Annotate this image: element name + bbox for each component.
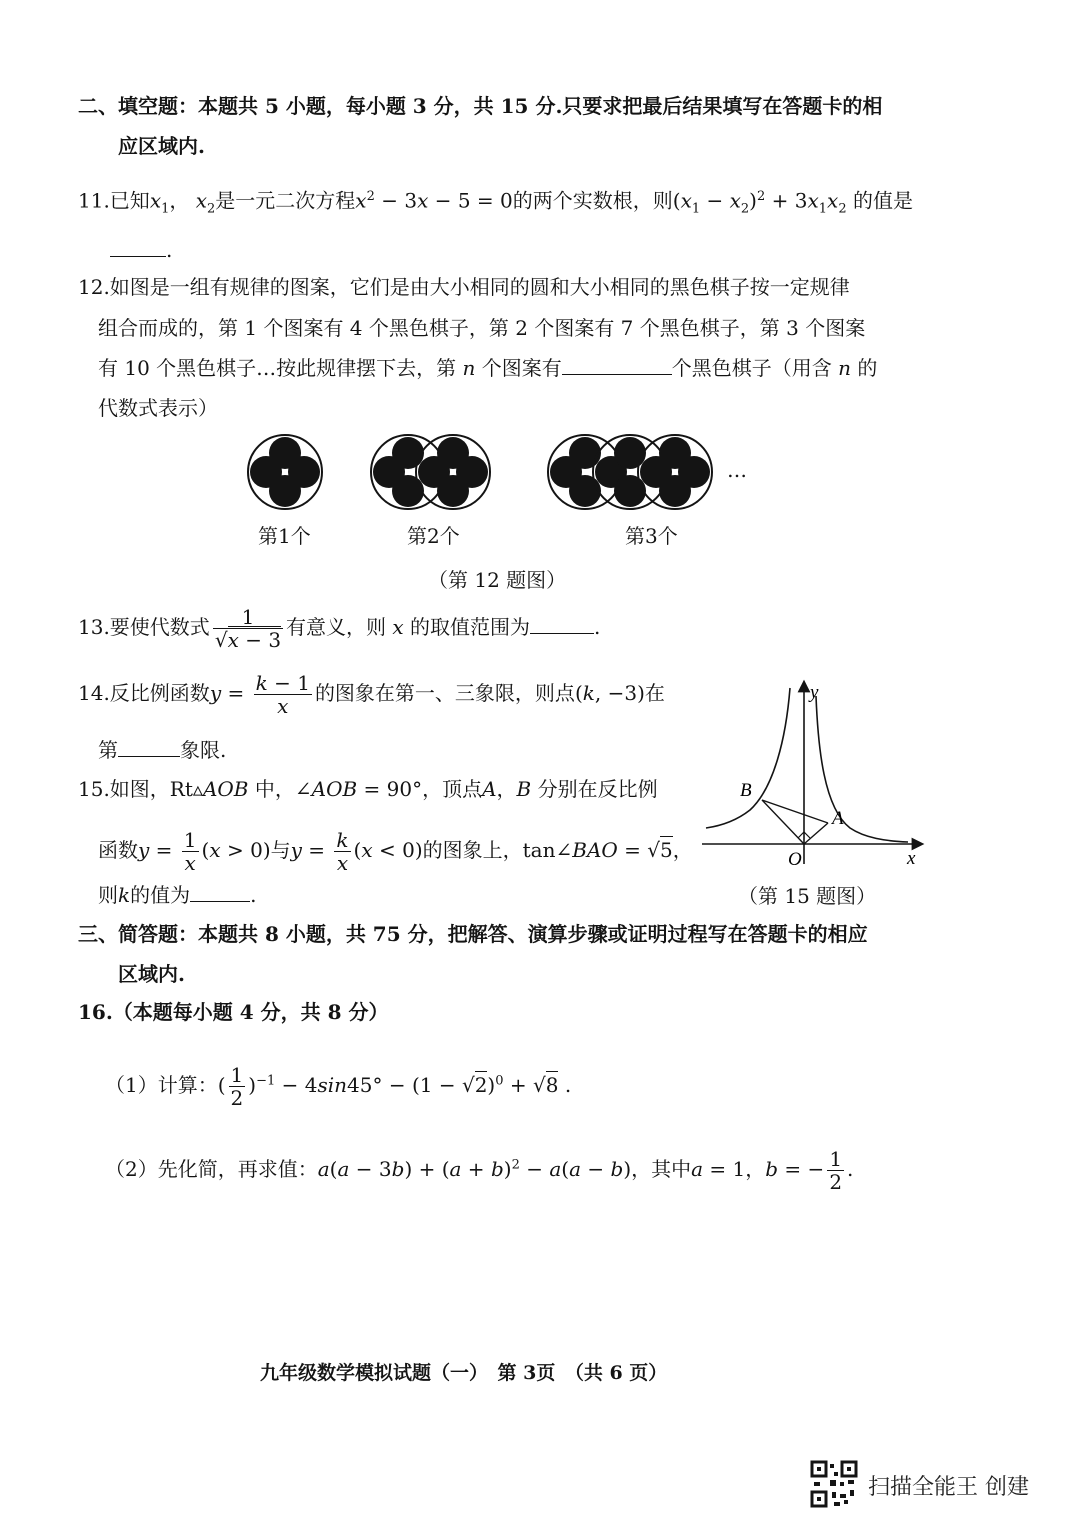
pattern-2 (371, 435, 490, 509)
q14-line2 (98, 736, 226, 764)
q15-figure (700, 678, 930, 868)
question-13: 13.要使代数式 $\frac{1}{√x - 3}$ 有意义，则 x 的取值范围为 . (78, 605, 601, 652)
q11-prefix: 11.已知 (78, 188, 150, 213)
q16-part1: （1）计算：( $\frac{1}{2}$ )$^{-1} - 4\sin 45^\circ - (1 - √2)^0 + √8$ . (105, 1063, 572, 1110)
q14-line2b: 象限. (180, 738, 227, 762)
q16-part2: （2）先化简，再求值：$a(a - 3b) + (a + b)^2 - a(a - b)$，其中a = 1，b = − $\frac{1}{2}$ . (105, 1147, 854, 1194)
q12-line3a: 有 10 个黑色棋子…按此规律摆下去，第 (98, 356, 457, 380)
q15-end: . (250, 883, 257, 907)
page-footer: 九年级数学模拟试题（一） 第 3页 （共 6 页） (260, 1362, 668, 1384)
section-2-title: 二、填空题：本题共 5 小题，每小题 3 分，共 15 分.只要求把最后结果填写在答题卡的相 (78, 94, 883, 118)
q15-line2: 函数y = $\frac{1}{x}$ (x > 0)与y = $\frac{k}{x}$ (x < 0)的图象上，tan∠BAO = √5， (98, 828, 693, 875)
q11-answer-blank (110, 236, 166, 257)
q12-label-2: 第2个 (407, 524, 460, 548)
q12-line3c: 个黑色棋子（用含 (671, 356, 832, 380)
q13-prefix: 13.要使代数式 (78, 615, 210, 639)
q14-line2a: 第 (98, 738, 118, 762)
q12-line2: 组合而成的，第 1 个图案有 4 个黑色棋子，第 2 个图案有 7 个黑色棋子，第 3 个图案 (98, 316, 866, 340)
qr-code-icon (810, 1460, 858, 1508)
q11-mid2: 的两个实数根，则 (512, 188, 673, 213)
q12-answer-blank (562, 354, 672, 375)
q15-line3b: 的值为 (130, 883, 191, 907)
q11-end: . (166, 238, 173, 262)
q15-line2a: 函数 (98, 838, 138, 862)
q14-prefix: 14.反比例函数 (78, 681, 210, 705)
curve-right (816, 696, 908, 842)
q11-answer-line (110, 236, 172, 264)
label-x: x (907, 848, 916, 868)
q12-line3b: 个图案有 (481, 356, 562, 380)
q12-line4: 代数式表示） (98, 396, 218, 420)
q14-suffix: 在 (644, 681, 665, 705)
q15-line1b: 中， (254, 777, 295, 801)
q16-part2-label: （2）先化简，再求值： (105, 1157, 318, 1181)
q14-mid: 的图象在第一、三象限，则点 (314, 681, 575, 705)
q16-title: 16.（本题每小题 4 分，共 8 分） (78, 1000, 389, 1024)
label-B: B (740, 780, 752, 801)
q11-suffix: 的值是 (852, 188, 913, 213)
q11-mid1: 是一元二次方程 (215, 188, 356, 213)
label-O: O (788, 849, 802, 868)
label-A: A (832, 808, 844, 829)
q15-line1: 15.如图，Rt▵AOB 中，∠AOB = 90°，顶点A，B 分别在反比例 (78, 777, 658, 801)
q13-answer-blank (530, 613, 594, 634)
label-y: y (810, 682, 819, 703)
q12-line3: 有 10 个黑色棋子…按此规律摆下去，第 n 个图案有 个黑色棋子（用含 n 的 (98, 356, 878, 380)
q15-line3a: 则 (98, 883, 118, 907)
q13-end: . (594, 615, 601, 639)
q12-label-1: 第1个 (258, 524, 311, 548)
segment-OA (804, 823, 828, 844)
q15-line1a: 15.如图，Rt (78, 777, 193, 801)
q16-part2-where: ，其中 (631, 1157, 692, 1181)
q15-line2c: 的图象上， (422, 838, 523, 862)
q12-caption: （第 12 题图） (428, 568, 567, 592)
pattern-3 (548, 435, 712, 509)
curve-left (706, 688, 790, 828)
q12-figure (240, 432, 760, 512)
q14-answer-blank (118, 736, 180, 757)
q15-caption: （第 15 题图） (738, 884, 877, 908)
pattern-1 (248, 435, 322, 509)
section-2-title-cont: 应区域内. (118, 134, 205, 158)
q12-line1: 12.如图是一组有规律的图案，它们是由大小相同的圆和大小相同的黑色棋子按一定规律 (78, 275, 850, 299)
q13-mid: 有意义，则 (286, 615, 387, 639)
q12-line3d: 的 (857, 356, 878, 380)
section-3-title: 三、简答题：本题共 8 小题，共 75 分，把解答、演算步骤或证明过程写在答题卡的相应 (78, 922, 868, 946)
q12-ellipsis: … (727, 458, 747, 482)
q13-suffix: 的取值范围为 (410, 615, 531, 639)
watermark-text: 扫描全能王 创建 (868, 1475, 1029, 1500)
segment-AB (762, 800, 828, 823)
question-14: 14.反比例函数y = $\frac{k - 1}{x}$ 的图象在第一、三象限，则点(k, −3)在 (78, 671, 665, 718)
section-3-title-cont: 区域内. (118, 962, 185, 986)
q12-label-3: 第3个 (625, 524, 678, 548)
q15-line1d: 分别在反比例 (537, 777, 658, 801)
question-11: 11.已知$x_1$， $x_2$是一元二次方程$x^2 - 3x - 5 = 0$的两个实数根，则$(x_1 - x_2)^2 + 3x_1x_2$ 的值是 (78, 188, 913, 217)
q15-line2b: 与 (270, 838, 291, 862)
q15-line1c: ，顶点 (422, 777, 483, 801)
q15-answer-blank (190, 881, 250, 902)
q15-line3: 则k的值为 . (98, 883, 257, 907)
q16-part1-label: （1）计算： (105, 1073, 218, 1097)
